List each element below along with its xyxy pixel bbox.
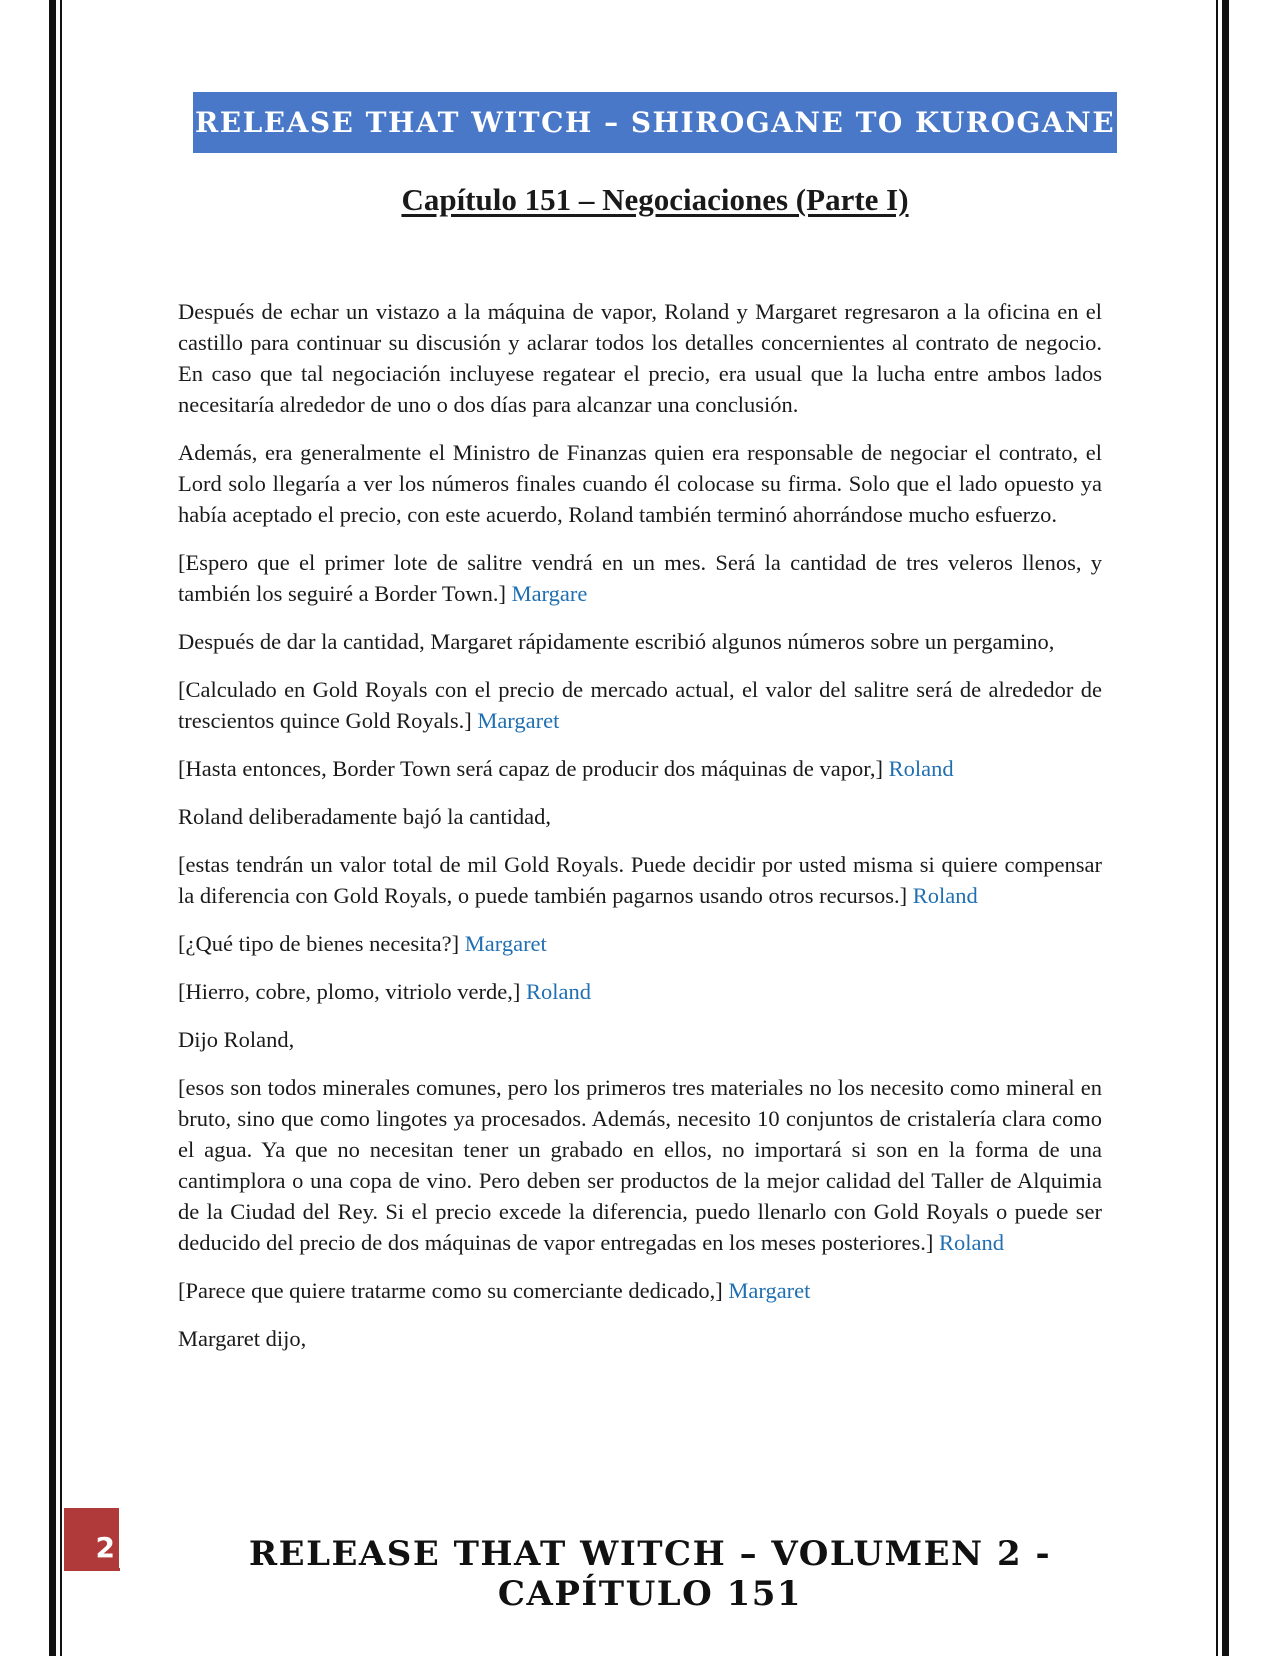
footer-accent-line [64, 1568, 120, 1571]
paragraph [178, 801, 1102, 832]
page-border-left-outer [49, 0, 56, 1656]
speaker-tag: Margaret [728, 1278, 811, 1303]
page-number: 2 [95, 1531, 115, 1564]
paragraph-text: [Calculado en Gold Royals con el precio de mercado actual, el valor del salitre será de alrededor de trescientos quince Gold Royals.] [178, 677, 1102, 733]
page-border-right-inner [1216, 0, 1218, 1656]
paragraph-text: [Espero que el primer lote de salitre vendrá en un mes. Será la cantidad de tres veleros llenos, y también los seguiré a Border Town.] [178, 550, 1102, 606]
paragraph-text: Roland deliberadamente bajó la cantidad, [178, 804, 551, 829]
paragraph-text: Después de dar la cantidad, Margaret rápidamente escribió algunos números sobre un pergamino, [178, 629, 1055, 654]
paragraph [178, 849, 1102, 911]
paragraph-text: [Parece que quiere tratarme como su comerciante dedicado,] [178, 1278, 723, 1303]
footer-title: RELEASE THAT WITCH – VOLUMEN 2 - CAPÍTULO 151 [248, 1534, 1052, 1614]
paragraph-text: Dijo Roland, [178, 1027, 295, 1052]
header-banner [193, 92, 1117, 153]
paragraph [178, 1323, 1102, 1354]
paragraph-text: Después de echar un vistazo a la máquina de vapor, Roland y Margaret regresaron a la oficina en el castillo para continuar su discusión y aclarar todos los detalles concernientes al contrato de negocio. En caso que tal negociación incluyese regatear el precio, era usual que la lucha entre ambos lados necesitaría alrededor de uno o dos días para alcanzar una conclusión. [178, 299, 1102, 417]
speaker-tag: Roland [526, 979, 592, 1004]
paragraph-text: [estas tendrán un valor total de mil Gold Royals. Puede decidir por usted misma si quiere compensar la diferencia con Gold Royals, o puede también pagarnos usando otros recursos.] [178, 852, 1102, 908]
speaker-tag: Roland [939, 1230, 1005, 1255]
paragraph [178, 753, 1102, 784]
paragraph-text: [¿Qué tipo de bienes necesita?] [178, 931, 460, 956]
speaker-tag: Margare [511, 581, 588, 606]
chapter-title: Capítulo 151 – Negociaciones (Parte I) [401, 182, 909, 217]
paragraph [178, 928, 1102, 959]
paragraph [178, 1275, 1102, 1306]
page-border-left-inner [60, 0, 62, 1656]
paragraph [178, 1072, 1102, 1258]
paragraph [178, 674, 1102, 736]
paragraph-text: [Hierro, cobre, plomo, vitriolo verde,] [178, 979, 521, 1004]
paragraph-text: Margaret dijo, [178, 1326, 307, 1351]
chapter-body [178, 296, 1102, 1371]
paragraph [178, 296, 1102, 420]
paragraph-text: [esos son todos minerales comunes, pero los primeros tres materiales no los necesito como mineral en bruto, sino que como lingotes ya procesados. Además, necesito 10 conjuntos de cristalería clara como el agua. Ya que no necesitan tener un grabado en ellos, no importará si son en la forma de una cantimplora o una copa de vino. Pero deben ser productos de la mejor calidad del Taller de Alquimia de la Ciudad del Rey. Si el precio excede la diferencia, puedo llenarlo con Gold Royals o puede ser deducido del precio de dos máquinas de vapor entregadas en los meses posteriores.] [178, 1075, 1102, 1255]
paragraph [178, 976, 1102, 1007]
paragraph-text: [Hasta entonces, Border Town será capaz de producir dos máquinas de vapor,] [178, 756, 883, 781]
paragraph [178, 626, 1102, 657]
page-border-right-outer [1222, 0, 1229, 1656]
header-banner-title: RELEASE THAT WITCH – SHIROGANE TO KUROGANE [194, 106, 1116, 139]
speaker-tag: Roland [888, 756, 954, 781]
paragraph [178, 1024, 1102, 1055]
speaker-tag: Margaret [464, 931, 547, 956]
speaker-tag: Roland [912, 883, 978, 908]
page-number-box [64, 1508, 119, 1571]
paragraph [178, 437, 1102, 530]
paragraph [178, 547, 1102, 609]
paragraph-text: Además, era generalmente el Ministro de Finanzas quien era responsable de negociar el contrato, el Lord solo llegaría a ver los números finales cuando él colocase su firma. Solo que el lado opuesto ya había aceptado el precio, con este acuerdo, Roland también terminó ahorrándose mucho esfuerzo. [178, 440, 1102, 527]
speaker-tag: Margaret [477, 708, 560, 733]
